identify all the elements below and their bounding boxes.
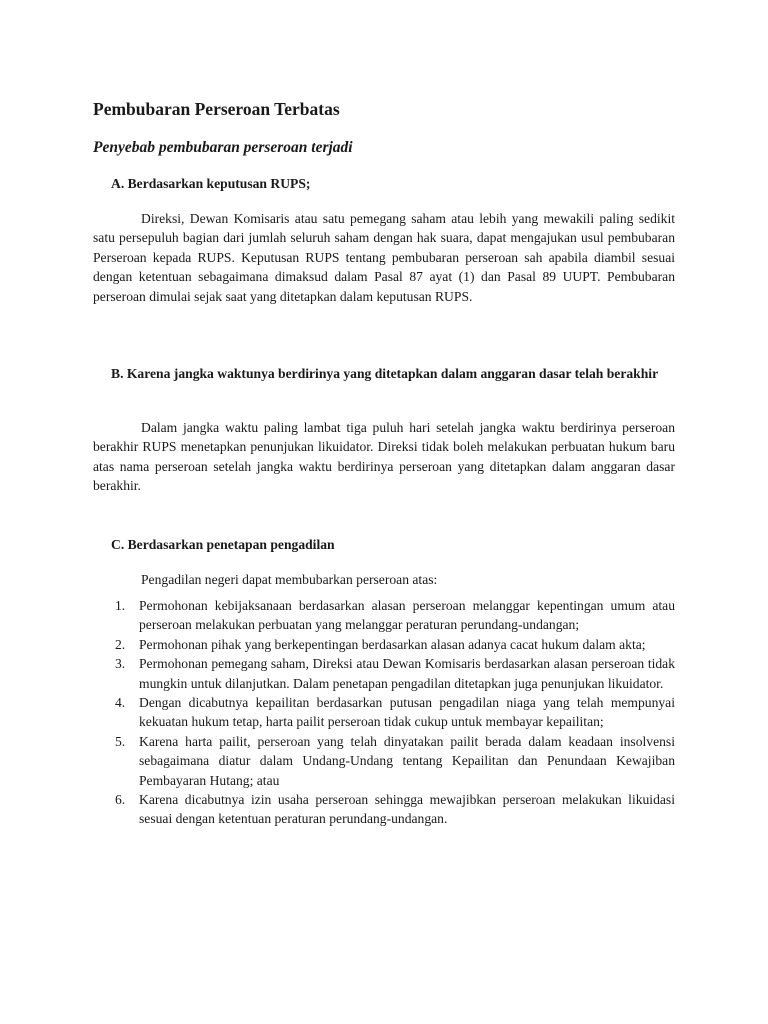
list-item: [93, 732, 675, 790]
section-a-paragraph: [93, 209, 675, 306]
section-c-heading-text: C. Berdasarkan penetapan pengadilan: [111, 537, 335, 552]
list-item: [93, 635, 675, 654]
list-item: [93, 693, 675, 732]
list-item-text: Dengan dicabutnya kepailitan berdasarkan putusan pengadilan niaga yang telah mempunyai kekuatan hukum tetap, harta pailit perseroan tidak cukup untuk membayar kepailitan;: [139, 695, 675, 730]
section-b-paragraph: [93, 418, 675, 496]
list-item-text: Permohonan pemegang saham, Direksi atau Dewan Komisaris berdasarkan alasan perseroan tidak mungkin untuk dilanjutkan. Dalam penetapan pengadilan ditetapkan juga penunjukan likuidator.: [139, 656, 675, 691]
section-c-intro: Pengadilan negeri dapat membubarkan perseroan atas:: [141, 572, 438, 587]
list-item-number: 4.: [115, 695, 126, 711]
list-item-number: 1.: [115, 598, 126, 613]
grounds-list: [93, 596, 675, 829]
section-a-heading: [93, 174, 675, 194]
list-item-text: Permohonan pihak yang berkepentingan berdasarkan alasan adanya cacat hukum dalam akta;: [139, 636, 646, 652]
section-c-heading: [93, 535, 675, 555]
section-b-heading: [93, 364, 675, 384]
list-item-number: 6.: [115, 792, 126, 808]
list-item: [93, 596, 675, 635]
section-b-heading-text: B. Karena jangka waktunya berdirinya yang ditetapkan dalam anggaran dasar telah berakhir: [111, 366, 659, 381]
list-item: [93, 654, 675, 693]
list-item: [93, 790, 675, 829]
list-item-number: 2.: [115, 636, 126, 652]
section-a-paragraph-text: Direksi, Dewan Komisaris atau satu pemegang saham atau lebih yang mewakili paling sedikit satu persepuluh bagian dari jumlah seluruh saham dengan hak suara, dapat mengajukan usul pembubaran Perseroan kepada RUPS. Keputusan RUPS tentang pembubaran perseroan sah apabila diambil sesuai dengan ketentuan sebagaimana dimaksud dalam Pasal 87 ayat (1) dan Pasal 89 UUPT. Pembubaran perseroan dimulai sejak saat yang ditetapkan dalam keputusan RUPS.: [93, 211, 675, 304]
list-item-text: Karena harta pailit, perseroan yang telah dinyatakan pailit berada dalam keadaan insolvensi sebagaimana diatur dalam Undang-Undang tentang Kepailitan dan Penundaan Kewajiban Pembayaran Hutang; atau: [139, 733, 675, 788]
list-item-text: Permohonan kebijaksanaan berdasarkan alasan perseroan melanggar kepentingan umum atau perseroan melakukan perbuatan yang melanggar peraturan perundang-undangan;: [139, 598, 675, 633]
document-title: Pembubaran Perseroan Terbatas: [93, 99, 340, 119]
document-subtitle: Penyebab pembubaran perseroan terjadi: [93, 139, 353, 156]
list-item-text: Karena dicabutnya izin usaha perseroan sehingga mewajibkan perseroan melakukan likuidasi sesuai dengan ketentuan peraturan perundang-undangan.: [139, 792, 675, 827]
section-b-paragraph-text: Dalam jangka waktu paling lambat tiga puluh hari setelah jangka waktu berdirinya perseroan berakhir RUPS menetapkan penunjukan likuidator. Direksi tidak boleh melakukan perbuatan hukum baru atas nama perseroan setelah jangka waktu berdirinya perseroan yang ditetapkan dalam anggaran dasar berakhir.: [93, 420, 675, 494]
section-a-heading-text: A. Berdasarkan keputusan RUPS;: [111, 176, 311, 191]
list-item-number: 3.: [115, 656, 126, 672]
list-item-number: 5.: [115, 733, 126, 749]
